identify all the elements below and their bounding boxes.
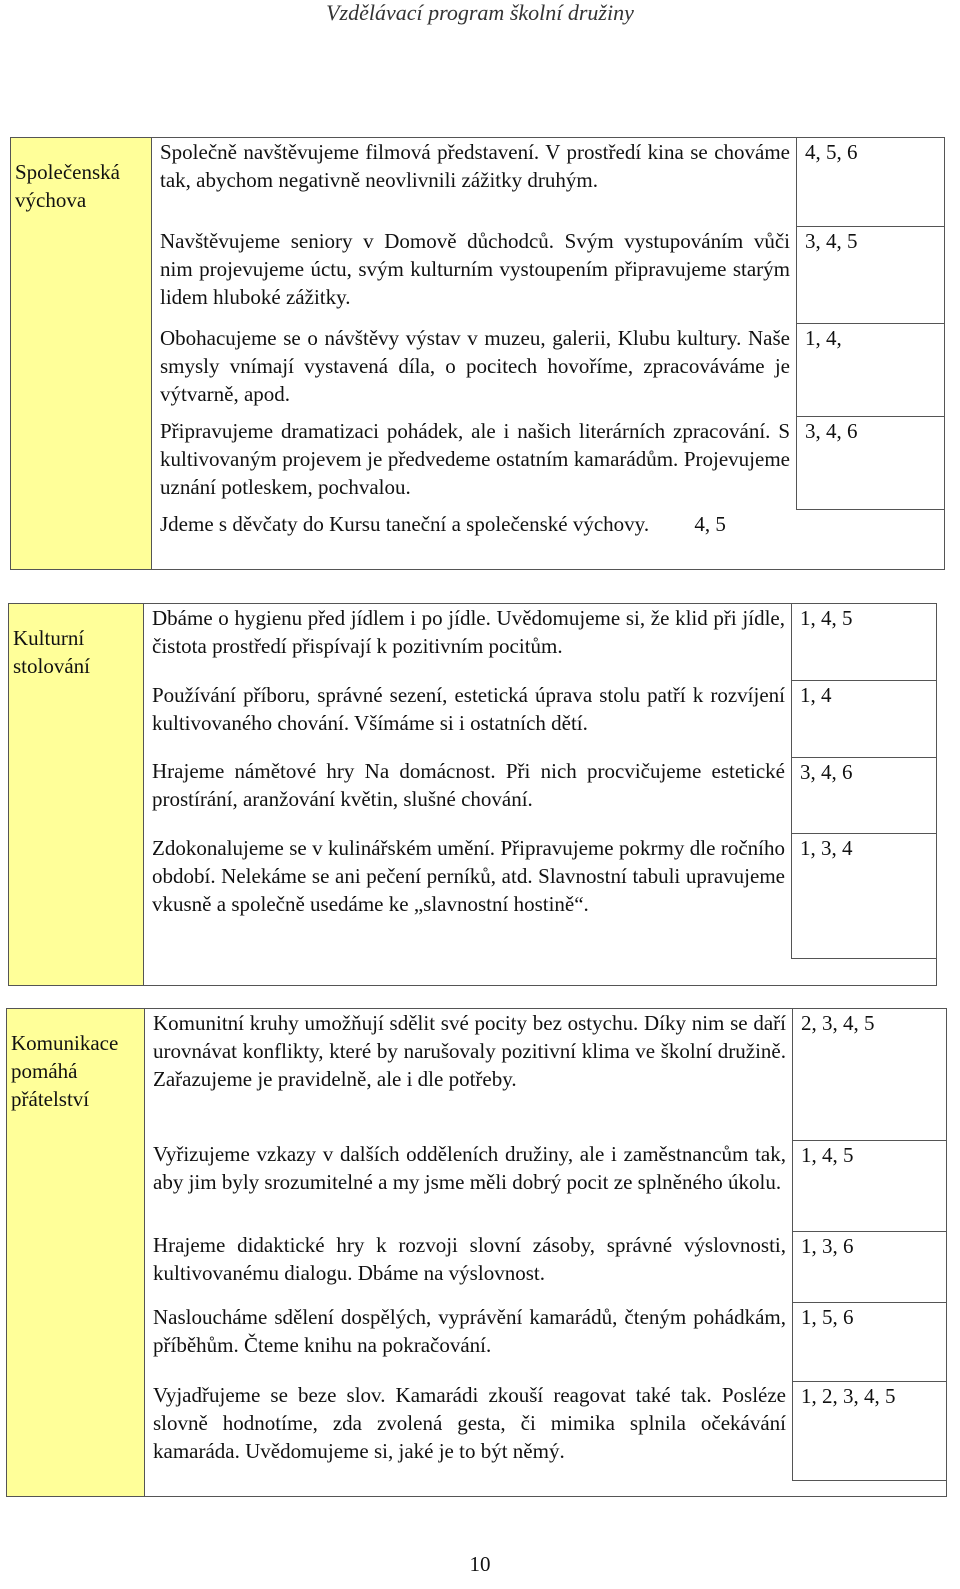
activity-text: Dbáme o hygienu před jídlem i po jídle. Uvědomujeme si, že klid při jídle, čistota prostředí přispívají k pozitivním pocitům. <box>144 604 792 681</box>
competence-numbers: 1, 4 <box>792 681 937 758</box>
category-label: Společenská výchova <box>11 138 152 570</box>
activity-text: Používání příboru, správné sezení, estetická úprava stolu patří k rozvíjení kultivovaného chování. Všímáme si i ostatních dětí. <box>144 681 792 758</box>
competence-numbers: 3, 4, 6 <box>792 757 937 834</box>
competence-numbers: 2, 3, 4, 5 <box>793 1009 947 1141</box>
activity-text: Navštěvujeme seniory v Domově důchodců. Svým vystupováním vůči nim projevujeme úctu, svým kulturním vystoupením připravujeme starým lidem hluboké zážitky. <box>152 227 797 324</box>
section-spolecenska-vychova <box>10 137 945 570</box>
activity-text: Hrajeme námětové hry Na domácnost. Při nich procvičujeme estetické prostírání, aranžování květin, slušné chování. <box>144 757 792 834</box>
activity-text: Vyjadřujeme se beze slov. Kamarádi zkouší reagovat také tak. Posléze slovně hodnotíme, zda zvolená gesta, či mimika splnila očekávání kamaráda. Uvědomujeme si, jaké je to být němý. <box>145 1381 793 1480</box>
page-header: Vzdělávací program školní družiny <box>326 0 634 25</box>
competence-numbers: 1, 4, <box>797 324 945 417</box>
competence-numbers: 1, 3, 6 <box>793 1231 947 1303</box>
competence-numbers: 1, 2, 3, 4, 5 <box>793 1381 947 1480</box>
activity-text: Obohacujeme se o návštěvy výstav v muzeu, galerii, Klubu kultury. Naše smysly vnímají vystavená díla, o pocitech hovoříme, zpracováváme je výtvarně, apod. <box>152 324 797 417</box>
section-komunikace <box>6 1008 947 1497</box>
activity-text: Nasloucháme sdělení dospělých, vyprávění kamarádů, čteným pohádkám, příběhům. Čteme knihu na pokračování. <box>145 1303 793 1381</box>
competence-numbers: 3, 4, 6 <box>797 417 945 510</box>
activity-text: Vyřizujeme vzkazy v dalších odděleních družiny, ale i zaměstnancům tak, aby jim byly srozumitelné a my jsme měli dobrý pocit ze splněného úkolu. <box>145 1140 793 1231</box>
activity-text: Zdokonalujeme se v kulinářském umění. Připravujeme pokrmy dle ročního období. Nelekáme se ani pečení perníků, atd. Slavnostní tabuli upravujeme vkusně a společně usedáme ke „slavnostní hostině“. <box>144 834 792 959</box>
page-number: 10 <box>469 1552 491 1576</box>
category-label: Komunikace pomáhá přátelství <box>7 1009 145 1497</box>
competence-numbers: 1, 4, 5 <box>792 604 937 681</box>
activity-text: Společně navštěvujeme filmová představení. V prostředí kina se chováme tak, abychom negativně neovlivnili zážitky druhým. <box>152 138 797 227</box>
category-label: Kulturní stolování <box>9 604 144 986</box>
activity-text: Komunitní kruhy umožňují sdělit své pocity bez ostychu. Díky nim se daří urovnávat konflikty, které by narušovaly pozitivní klima ve školní družině. Zařazujeme je pravidelně, ale i dle potřeby. <box>145 1009 793 1141</box>
section-kulturni-stolovani <box>8 603 937 986</box>
competence-numbers: 4, 5, 6 <box>797 138 945 227</box>
activity-text: Hrajeme didaktické hry k rozvoji slovní zásoby, správné výslovnosti, kultivovanému dialogu. Dbáme na výslovnost. <box>145 1231 793 1303</box>
activity-text-with-numbers <box>152 509 945 541</box>
competence-numbers: 1, 3, 4 <box>792 834 937 959</box>
competence-numbers: 3, 4, 5 <box>797 227 945 324</box>
competence-numbers: 1, 5, 6 <box>793 1303 947 1381</box>
competence-numbers: 1, 4, 5 <box>793 1140 947 1231</box>
activity-text: Jdeme s děvčaty do Kursu taneční a společenské výchovy. <box>160 511 650 536</box>
activity-text: Připravujeme dramatizaci pohádek, ale i našich literárních zpracování. S kultivovaným projevem je předvedeme ostatním kamarádům. Projevujeme uznání potleskem, pochvalou. <box>152 417 797 510</box>
competence-numbers: 4, 5 <box>694 511 726 536</box>
